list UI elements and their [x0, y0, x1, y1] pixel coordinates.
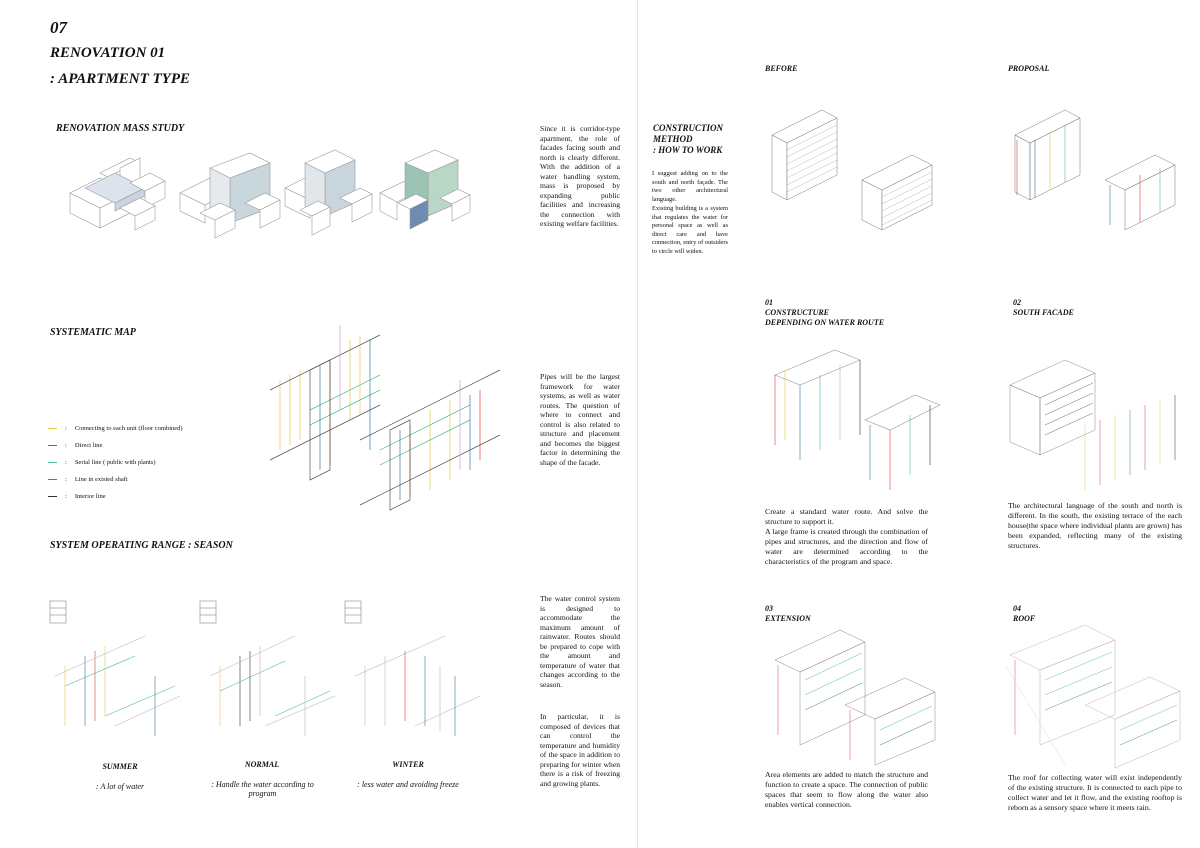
mass-study-text: Since it is corridor-type apartment, the role of facades facing south and north is clearly different. With the addition of a water handling system, mass is proposed by expanding public facilities and increasing the connection with existing welfare facilities. — [540, 124, 620, 228]
step-04-text-1: The roof for collecting water will exist independently of the existing structure. It is connected to each pipe to collect water and let it flow, and the existing rooftop is reborn as a sensory space where it meets rain. — [1008, 773, 1182, 812]
step-01-heading — [765, 298, 884, 328]
season-normal-desc: : Handle the water according to program — [211, 780, 314, 798]
season-normal-label: NORMAL — [244, 760, 280, 769]
construction-heading — [653, 123, 723, 156]
legend-swatch-red — [48, 479, 57, 481]
step-01-drawing — [765, 350, 945, 495]
construction-text-1: I suggest adding on to the south and north façade. The two other architectural language. — [652, 170, 728, 203]
legend-item-serial: : Serial line ( public with plants) — [48, 459, 156, 466]
mass-study-3 — [285, 150, 372, 235]
season-heading: SYSTEM OPERATING RANGE : SEASON — [50, 540, 233, 551]
before-drawing — [762, 100, 942, 240]
construction-heading-1: CONSTRUCTION — [653, 123, 724, 133]
mass-study-1 — [70, 158, 165, 230]
step-04-drawing — [1005, 625, 1185, 770]
construction-heading-3: : HOW TO WORK — [653, 145, 723, 155]
legend-swatch-yellow — [48, 428, 57, 430]
construction-text-2: Existing building is a system that regulates the water for personal space as well as direct care and have connection, entry of outsiders to circle will widen. — [652, 205, 728, 255]
proposal-label: PROPOSAL — [1008, 64, 1050, 73]
mass-study-2 — [180, 153, 280, 238]
legend-swatch-black — [48, 496, 57, 498]
page-number: 07 — [50, 18, 67, 37]
season-summer-label: SUMMER — [102, 762, 138, 771]
construction-heading-2: METHOD — [653, 134, 693, 144]
systematic-map-text: Pipes will be the largest framework for water systems, as well as water routes. The question of where to connect and control is also related to structure and placement and becomes the biggest factor in determining the shape of the facade. — [540, 372, 620, 467]
step-03-num: 03 — [765, 604, 773, 613]
step-04-num: 04 — [1013, 604, 1021, 613]
legend-item-direct: : Direct line — [48, 442, 102, 449]
step-04-heading — [1013, 604, 1035, 624]
step-02-num: 02 — [1013, 298, 1021, 307]
step-01-title1: CONSTRUCTURE — [765, 308, 830, 317]
season-winter-desc: : less water and avoiding freeze — [357, 780, 459, 789]
before-label: BEFORE — [765, 64, 798, 73]
season-winter-label: WINTER — [392, 760, 424, 769]
step-02-heading — [1013, 298, 1074, 318]
step-02-title1: SOUTH FACADE — [1013, 308, 1074, 317]
step-02-text-1: The architectural language of the south and north is different. In the south, the existing terrace of the each house(the space where individual plants are grown) has been expanded, reflecting many of the existing structures. — [1008, 501, 1182, 550]
legend-item-interior: : Interior line — [48, 493, 106, 500]
legend-swatch-blue — [48, 445, 57, 447]
season-drawings — [45, 596, 485, 746]
step-01-text-1: Create a standard water route. And solve the structure to support it. — [765, 507, 928, 526]
step-03-drawing — [770, 630, 945, 765]
page-title-line2: : APARTMENT TYPE — [50, 71, 190, 87]
proposal-drawing — [1005, 100, 1185, 240]
step-03-title1: EXTENSION — [765, 614, 811, 623]
step-01-num: 01 — [765, 298, 773, 307]
season-text-2: In particular, it is composed of devices that can control the temperature and humidity of the space in addition to preparing for winter when there is a risk of freezing and growing plants. — [540, 712, 620, 788]
step-01-title2: DEPENDING ON WATER ROUTE — [765, 318, 885, 327]
season-text-1: The water control system is designed to accommodate the maximum amount of rainwater. Routes should be prepared to cope with the amount and temperature of water that changes according to the season. — [540, 594, 620, 689]
mass-study-heading: RENOVATION MASS STUDY — [56, 123, 185, 134]
legend-item-unit: : Connecting to each unit (floor combined) — [48, 425, 183, 432]
systematic-map-heading: SYSTEMATIC MAP — [50, 327, 136, 338]
step-02-drawing — [1005, 345, 1185, 495]
mass-study-4 — [380, 150, 470, 229]
mass-study-drawings — [60, 148, 480, 248]
spread-gutter — [637, 0, 638, 848]
page-title-line1: RENOVATION 01 — [50, 45, 166, 61]
step-01-text-2: A large frame is created through the combination of pipes and structures, and the direction and flow of water are determined according to the characteristics of the program and space. — [765, 527, 928, 566]
legend-swatch-green — [48, 462, 57, 464]
step-04-title1: ROOF — [1013, 614, 1036, 623]
season-summer-desc: : A lot of water — [95, 782, 145, 791]
step-03-text-1: Area elements are added to match the structure and function to create a space. The connection of public spaces that seem to flow along the water also enables vertical connection. — [765, 770, 928, 809]
legend-item-shaft: : Line in existed shaft — [48, 476, 128, 483]
step-03-heading — [765, 604, 811, 624]
systematic-map-drawing — [270, 320, 510, 510]
